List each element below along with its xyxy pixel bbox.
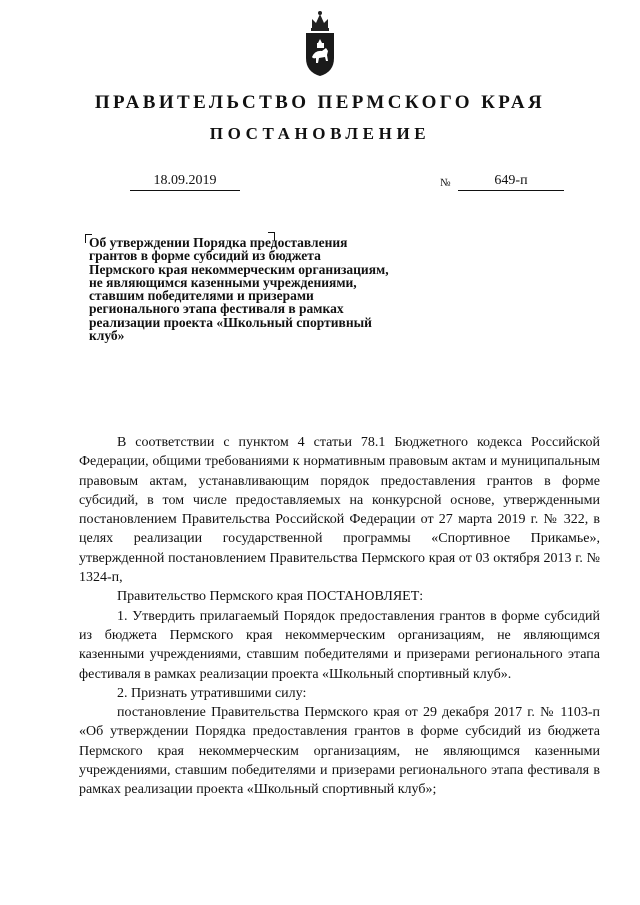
item-1-paragraph: 1. Утвердить прилагаемый Порядок предоставления грантов в форме субсидий из бюджета Пермского края некоммерческим организациям, не являющимся казенными учреждениями, ставшим победителями и призерами регионального этапа фестиваля в рамках реализации проекта «Школьный спортивный клуб». (79, 608, 600, 682)
coat-of-arms-icon (303, 8, 337, 78)
government-title: ПРАВИТЕЛЬСТВО ПЕРМСКОГО КРАЯ (94, 92, 546, 113)
preamble-paragraph: В соответствии с пунктом 4 статьи 78.1 Бюджетного кодекса Российской Федерации, общими требованиями к нормативным правовым актам и муниципальным правовым актам, устанавливающим порядок предоставления грантов в форме субсидий, в том числе предоставляемых на конкурсной основе, утвержденными постановлением Правительства Российской Федерации от 27 марта 2019 г. № 322, в целях реализации государственной программы «Спортивное Прикамье», утвержденной постановлением Правительства Пермского края от 03 октября 2013 г. № 1324-п, (79, 435, 600, 586)
document-number: 649-п (458, 174, 564, 191)
resolution-paragraph: Правительство Пермского края ПОСТАНОВЛЯЕТ: (117, 589, 424, 605)
item-2-paragraph: 2. Признать утратившими силу: (117, 685, 307, 701)
document-date: 18.09.2019 (130, 174, 240, 191)
repealed-act-paragraph: постановление Правительства Пермского края от 29 декабря 2017 г. № 1103-п «Об утверждении Порядка предоставления грантов в форме субсидий из бюджета Пермского края некоммерческим организациям, не являющимся казенными учреждениями, ставшим победителями и призерами регионального этапа фестиваля в рамках реализации проекта «Школьный спортивный клуб»; (79, 705, 600, 798)
document-subject: Об утверждении Порядка предоставления грантов в форме субсидий из бюджета Пермского края некоммерческим организациям, не являющимся казенными учреждениями, ставшим победителями и призерами регионального этапа фестиваля в рамках реализации проекта «Школьный спортивный клуб» (89, 235, 389, 344)
document-body (79, 433, 600, 800)
document-type: ПОСТАНОВЛЕНИЕ (209, 124, 431, 143)
number-sign: № (440, 177, 451, 189)
